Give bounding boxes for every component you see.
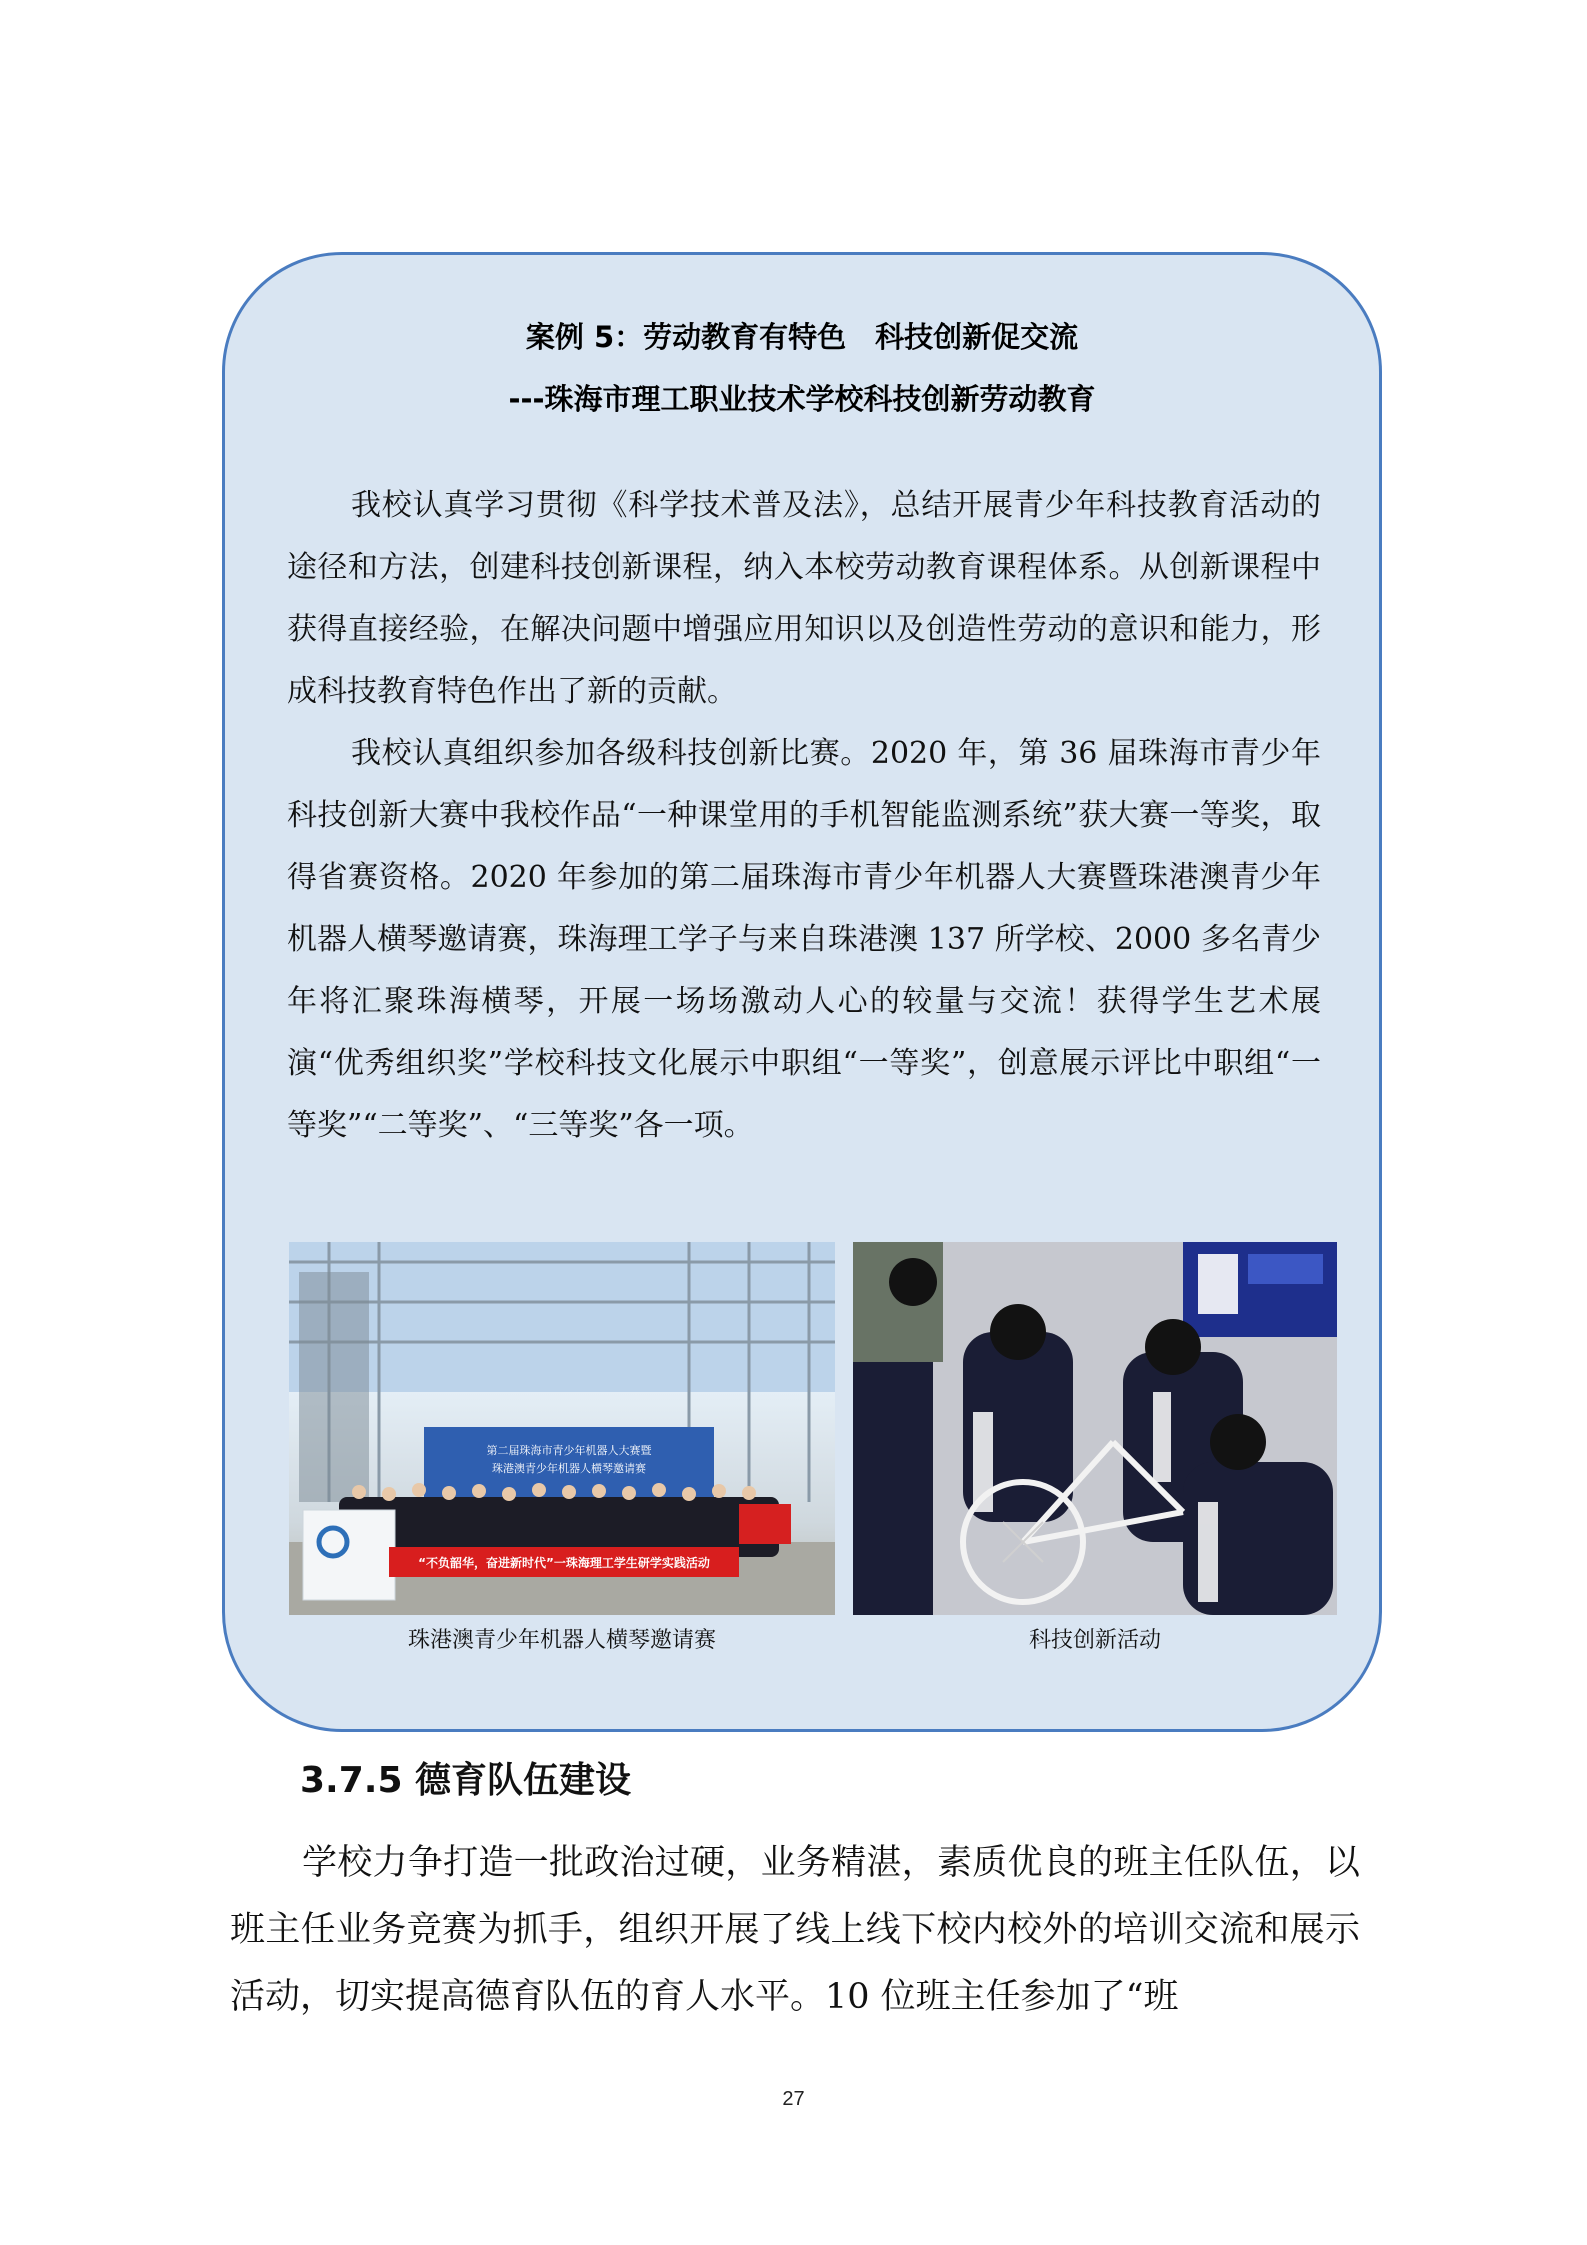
case-paragraph-2: 我校认真组织参加各级科技创新比赛。2020 年，第 36 届珠海市青少年科技创新大赛中我校作品“一种课堂用的手机智能监测系统”获大赛一等奖，取得省赛资格。2020 年参加的第二届珠海市青少年机器人大赛暨珠港澳青少年机器人横琴邀请赛，珠海理工学子与来自珠港澳 137 所学校、2000 多名青少年将汇聚珠海横琴，开展一场场激动人心的较量与交流！获得学生艺术展演“优秀组织奖”学校科技文化展示中职组“一等奖”，创意展示评比中职组“一等奖”“二等奖”、“三等奖”各一项。 [287,736,1321,1143]
competition-photo-art [289,1242,835,1615]
case-paragraph-1: 我校认真学习贯彻《科学技术普及法》，总结开展青少年科技教育活动的途径和方法，创建科技创新课程，纳入本校劳动教育课程体系。从创新课程中获得直接经验，在解决问题中增强应用知识以及创造性劳动的意识和能力，形成科技教育特色作出了新的贡献。 [287,488,1321,709]
case-body [287,475,1321,1157]
case-study-box [222,252,1382,1732]
banner-text: “不负韶华，奋进新时代”一珠海理工学生研学实践活动 [418,1556,710,1570]
backdrop-line-2: 珠港澳青少年机器人横琴邀请赛 [492,1462,646,1475]
case-subtitle: ---珠海市理工职业技术学校科技创新劳动教育 [508,382,1096,416]
page-number: 27 [782,2088,805,2110]
photo-caption-1: 珠港澳青少年机器人横琴邀请赛 [407,1628,716,1653]
photo-caption-2: 科技创新活动 [1028,1628,1161,1653]
section-body [230,1830,1360,2031]
tech-activity-photo-art [853,1242,1337,1615]
tech-activity-photo [853,1242,1337,1615]
section-paragraph: 学校力争打造一批政治过硬，业务精湛，素质优良的班主任队伍，以班主任业务竞赛为抓手，组织开展了线上线下校内校外的培训交流和展示活动，切实提高德育队伍的育人水平。10 位班主任参加了“班 [230,1843,1360,2017]
backdrop-line-1: 第二届珠海市青少年机器人大赛暨 [486,1444,652,1457]
case-title: 案例 5：劳动教育有特色 科技创新促交流 [525,320,1079,354]
section-heading: 3.7.5 德育队伍建设 [300,1760,632,1801]
competition-group-photo [289,1242,835,1615]
